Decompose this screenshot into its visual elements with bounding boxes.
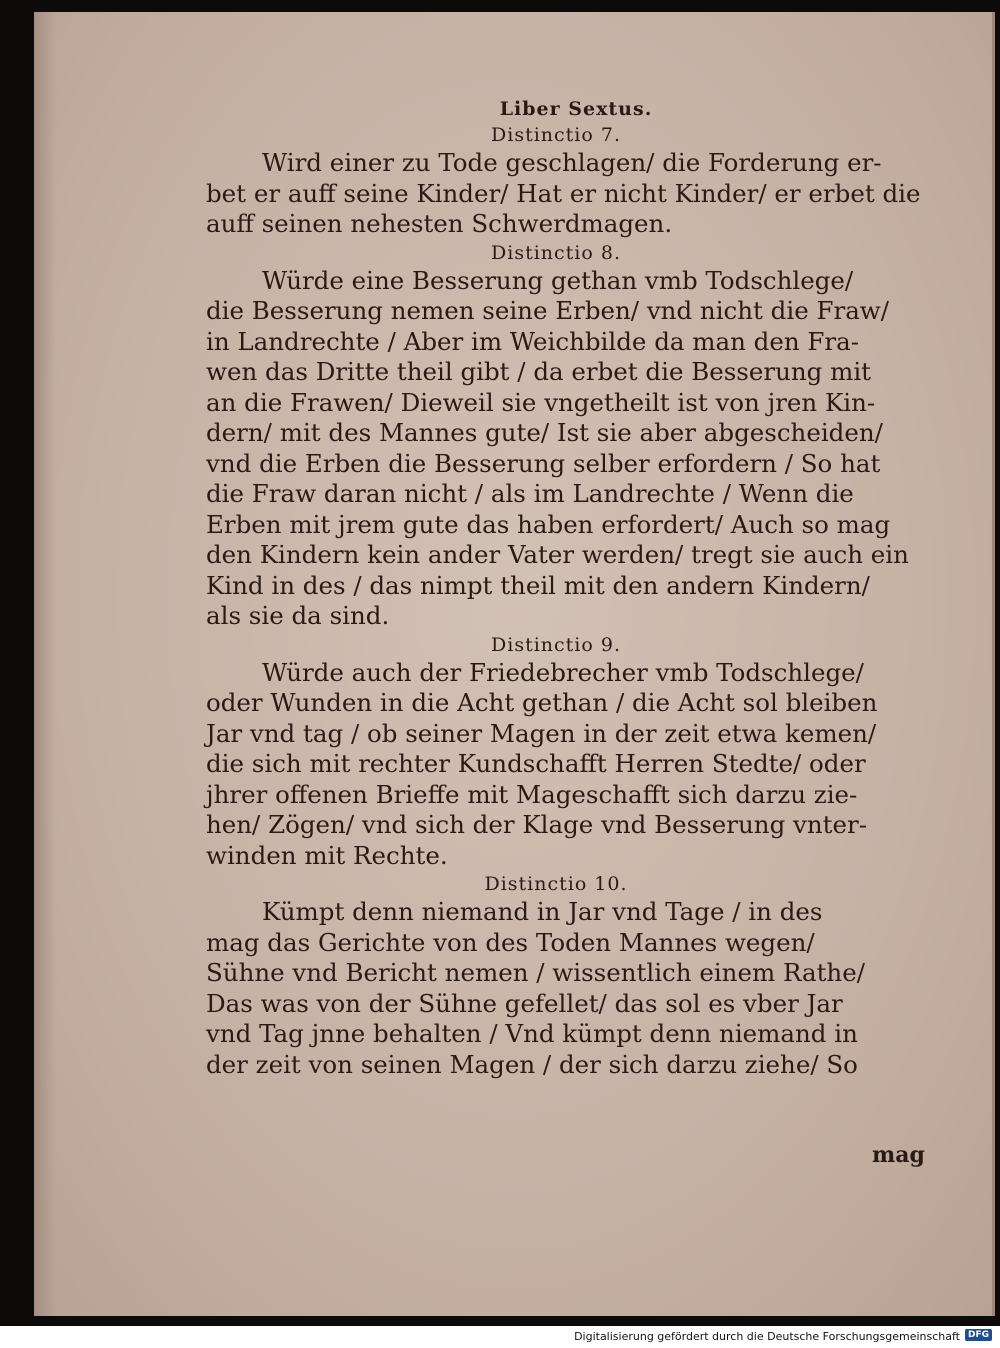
- text-line: dern/ mit des Mannes gute/ Ist sie aber abgescheiden/: [206, 418, 883, 447]
- text-line: mag das Gerichte von des Toden Mannes wegen/: [206, 927, 815, 957]
- text-line: oder Wunden in die Acht gethan / die Acht sol bleiben: [206, 688, 878, 717]
- text-line: Kind in des / das nimpt theil mit den andern Kindern/: [206, 570, 870, 600]
- funding-credit: Digitalisierung gefördert durch die Deutsche Forschungsgemeinschaft: [574, 1330, 960, 1343]
- text-line: bet er auff seine Kinder/ Hat er nicht Kinder/ er erbet die: [206, 178, 921, 208]
- text-line: vnd die Erben die Besserung selber erfordern / So hat: [206, 448, 881, 478]
- text-line: in Landrechte / Aber im Weichbilde da man den Fra-: [206, 326, 860, 356]
- section-heading-9: Distinctio 9.: [491, 633, 621, 656]
- text-line: Erben mit jrem gute das haben erfordert/ Auch so mag: [206, 509, 891, 539]
- text-line: die Fraw daran nicht / als im Landrechte / Wenn die: [206, 479, 854, 508]
- text-line: vnd Tag jnne behalten / Vnd kümpt denn niemand in: [206, 1019, 858, 1048]
- text-line: Würde eine Besserung gethan vmb Todschlege/: [262, 265, 854, 295]
- footer-bar: [0, 1326, 1000, 1348]
- section-body-10: [206, 897, 906, 1080]
- page-text: [206, 98, 921, 1080]
- text-line: Würde auch der Friedebrecher vmb Todschlege/: [262, 657, 864, 687]
- section-heading-10: Distinctio 10.: [484, 873, 628, 895]
- text-line: an die Frawen/ Dieweil sie vngetheilt ist von jren Kin-: [206, 387, 876, 417]
- text-line: als sie da sind.: [206, 601, 390, 630]
- text-line: jhrer offenen Brieffe mit Mageschafft sich darzu zie-: [206, 779, 858, 809]
- text-line: die Besserung nemen seine Erben/ vnd nicht die Fraw/: [206, 296, 890, 325]
- text-line: der zeit von seinen Magen / der sich darzu ziehe/ So: [206, 1049, 858, 1079]
- section-heading-8: Distinctio 8.: [491, 241, 621, 264]
- text-line: Kümpt denn niemand in Jar vnd Tage / in des: [262, 897, 823, 926]
- page-gutter-shadow: [34, 12, 56, 1316]
- section-body-7: [206, 148, 921, 240]
- section-heading-7: Distinctio 7.: [491, 124, 621, 146]
- text-line: Wird einer zu Tode geschlagen/ die Forderung er-: [262, 148, 882, 177]
- catchword: mag: [872, 1142, 925, 1168]
- section-body-9: [206, 658, 906, 872]
- text-line: die sich mit rechter Kundschafft Herren Stedte/ oder: [206, 749, 866, 778]
- text-line: Das was von der Sühne gefellet/ das sol es vber Jar: [206, 988, 843, 1018]
- text-line: winden mit Rechte.: [206, 840, 448, 870]
- running-header: Liber Sextus.: [499, 98, 653, 120]
- text-line: Sühne vnd Bericht nemen / wissentlich einem Rathe/: [206, 958, 865, 987]
- text-line: den Kindern kein ander Vater werden/ tregt sie auch ein: [206, 540, 909, 569]
- text-line: auff seinen nehesten Schwerdmagen.: [206, 209, 673, 238]
- text-line: hen/ Zögen/ vnd sich der Klage vnd Besserung vnter-: [206, 810, 867, 839]
- dfg-logo-icon: DFG: [965, 1329, 992, 1341]
- section-body-8: [206, 265, 909, 632]
- text-line: wen das Dritte theil gibt / da erbet die Besserung mit: [206, 357, 872, 386]
- text-line: Jar vnd tag / ob seiner Magen in der zeit etwa kemen/: [206, 718, 877, 748]
